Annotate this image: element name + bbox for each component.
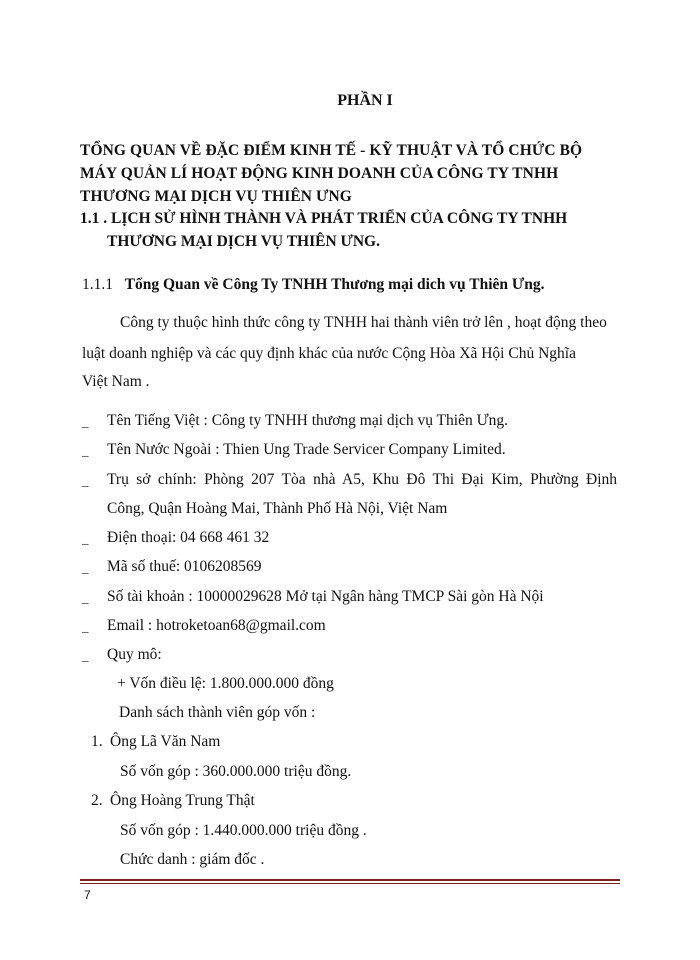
section-title-line-1: 1.1 . LỊCH SỬ HÌNH THÀNH VÀ PHÁT TRIỂN CỦA CÔNG TY TNHH bbox=[80, 210, 568, 227]
bullet-marker: _ bbox=[82, 443, 89, 458]
scale-label: Quy mô: bbox=[107, 646, 162, 663]
chapter-title-line-1: TỔNG QUAN VỀ ĐẶC ĐIỂM KINH TẾ - KỸ THUẬT VÀ TỔ CHỨC BỘ bbox=[80, 142, 583, 159]
footer-rule-thin bbox=[80, 883, 620, 884]
charter-capital: + Vốn điều lệ: 1.800.000.000 đồng bbox=[117, 675, 334, 692]
bullet-marker: _ bbox=[82, 473, 89, 488]
members-heading: Danh sách thành viên góp vốn : bbox=[119, 704, 316, 721]
subsection-number: 1.1.1 bbox=[82, 276, 113, 293]
email: Email : hotroketoan68@gmail.com bbox=[107, 617, 326, 634]
bullet-marker: _ bbox=[82, 590, 89, 605]
member-name: Ông Hoàng Trung Thật bbox=[110, 792, 255, 809]
member-position: Chức danh : giám đốc . bbox=[120, 851, 265, 868]
bank-account: Số tài khoản : 10000029628 Mở tại Ngân hàng TMCP Sài gòn Hà Nội bbox=[107, 588, 544, 605]
bullet-marker: _ bbox=[82, 531, 89, 546]
address-line-1: Trụ sở chính: Phòng 207 Tòa nhà A5, Khu Đô Thi Đại Kim, Phường Định bbox=[107, 471, 617, 488]
bullet-marker: _ bbox=[82, 560, 89, 575]
chapter-title-line-2: MÁY QUẢN LÍ HOẠT ĐỘNG KINH DOANH CỦA CÔNG TY TNHH bbox=[80, 165, 559, 182]
intro-line-1: Công ty thuộc hình thức công ty TNHH hai thành viên trở lên , hoạt động theo bbox=[120, 314, 607, 331]
address-line-2: Công, Quận Hoàng Mai, Thành Phố Hà Nội, Việt Nam bbox=[107, 500, 448, 517]
part-title: PHẦN I bbox=[337, 92, 393, 109]
bullet-marker: _ bbox=[82, 414, 89, 429]
bullet-marker: _ bbox=[82, 619, 89, 634]
member-number: 1. bbox=[91, 733, 103, 750]
company-name-vn: Tên Tiếng Việt : Công ty TNHH thương mại dịch vụ Thiên Ưng. bbox=[107, 412, 508, 429]
intro-line-2: luật doanh nghiệp và các quy định khác của nước Cộng Hòa Xã Hội Chủ Nghĩa bbox=[82, 345, 576, 362]
member-capital: Số vốn góp : 1.440.000.000 triệu đồng . bbox=[120, 822, 367, 839]
section-title-line-2: THƯƠNG MẠI DỊCH VỤ THIÊN ƯNG. bbox=[107, 233, 380, 250]
page-number: 7 bbox=[84, 888, 91, 902]
company-name-foreign: Tên Nước Ngoài : Thien Ung Trade Servicer Company Limited. bbox=[107, 441, 506, 458]
intro-line-3: Việt Nam . bbox=[82, 373, 150, 390]
member-capital: Số vốn góp : 360.000.000 triệu đồng. bbox=[120, 763, 352, 780]
bullet-marker: _ bbox=[82, 648, 89, 663]
phone: Điện thoại: 04 668 461 32 bbox=[107, 529, 270, 546]
chapter-title-line-3: THƯƠNG MẠI DỊCH VỤ THIÊN ƯNG bbox=[80, 188, 352, 205]
member-number: 2. bbox=[91, 792, 103, 809]
member-name: Ông Lã Văn Nam bbox=[110, 733, 221, 750]
footer-rule bbox=[80, 879, 620, 881]
subsection-heading bbox=[82, 276, 545, 294]
subsection-title: Tổng Quan về Công Ty TNHH Thương mại dich vụ Thiên Ưng. bbox=[124, 276, 545, 293]
tax-code: Mã số thuế: 0106208569 bbox=[107, 558, 262, 575]
